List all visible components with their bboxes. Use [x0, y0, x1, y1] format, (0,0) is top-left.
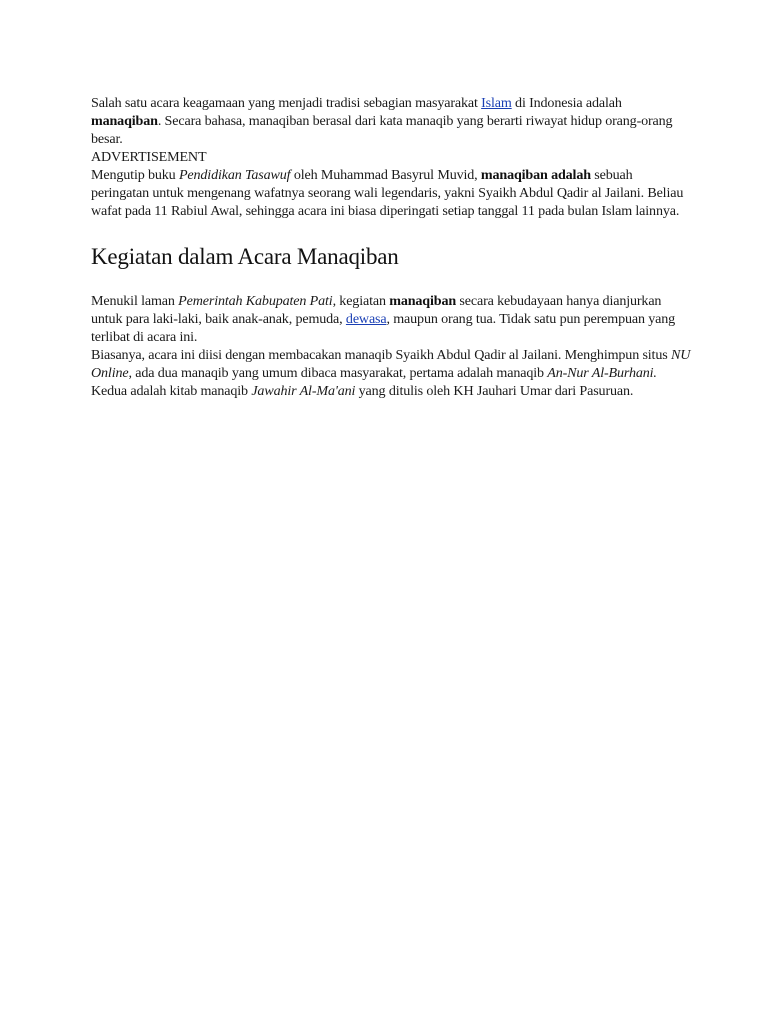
manaqib-paragraph — [91, 346, 691, 400]
bold-term: manaqiban — [389, 293, 457, 309]
text-run: Salah satu acara keagamaan yang menjadi tradisi sebagian masyarakat — [91, 95, 482, 111]
intro-paragraph — [91, 94, 691, 148]
islam-link[interactable]: Islam — [481, 95, 512, 111]
manaqib-title: An-Nur Al-Burhani. — [547, 365, 657, 381]
book-title: Pendidikan Tasawuf — [178, 167, 291, 183]
source-name: Pemerintah Kabupaten Pati — [178, 293, 333, 309]
text-run: , kegiatan — [332, 293, 390, 309]
definition-paragraph — [91, 166, 691, 220]
text-run: Biasanya, acara ini diisi dengan membacakan manaqib Syaikh Abdul Qadir al Jailani. Menghimpun situs — [91, 347, 671, 363]
bold-term: manaqiban — [91, 113, 158, 129]
section-heading: Kegiatan dalam Acara Manaqiban — [91, 244, 399, 269]
text-run: Menukil laman — [91, 293, 179, 309]
text-run: , ada dua manaqib yang umum dibaca masyarakat, pertama adalah manaqib — [128, 365, 548, 381]
manaqib-title: Jawahir Al-Ma'ani — [251, 383, 356, 399]
text-run: di Indonesia adalah — [511, 95, 622, 111]
source-name: NU Online — [91, 347, 691, 381]
article-body — [91, 94, 691, 400]
advertisement-label: ADVERTISEMENT — [91, 149, 207, 165]
text-run: , maupun orang tua. Tidak satu pun perempuan yang terlibat di acara ini. — [91, 311, 676, 345]
dewasa-link[interactable]: dewasa — [345, 311, 387, 327]
text-run: oleh Muhammad Basyrul Muvid, — [290, 167, 481, 183]
bold-term: manaqiban adalah — [480, 167, 591, 183]
text-run: sebuah peringatan untuk mengenang wafatnya seorang wali legendaris, yakni Syaikh Abdul Qadir al Jailani. Beliau wafat pada 11 Rabiul Awal, sehingga acara ini biasa diperingati setiap tanggal 11 pada bulan Islam lainnya. — [91, 167, 684, 219]
text-run: Mengutip buku — [91, 167, 179, 183]
text-run: . Secara bahasa, manaqiban berasal dari kata manaqib yang berarti riwayat hidup orang-orang besar. — [91, 113, 673, 147]
text-run: yang ditulis oleh KH Jauhari Umar dari Pasuruan. — [355, 383, 634, 399]
activities-paragraph — [91, 292, 691, 346]
text-run: Kedua adalah kitab manaqib — [91, 383, 252, 399]
text-run: secara kebudayaan hanya dianjurkan untuk para laki-laki, baik anak-anak, pemuda, — [91, 293, 662, 327]
